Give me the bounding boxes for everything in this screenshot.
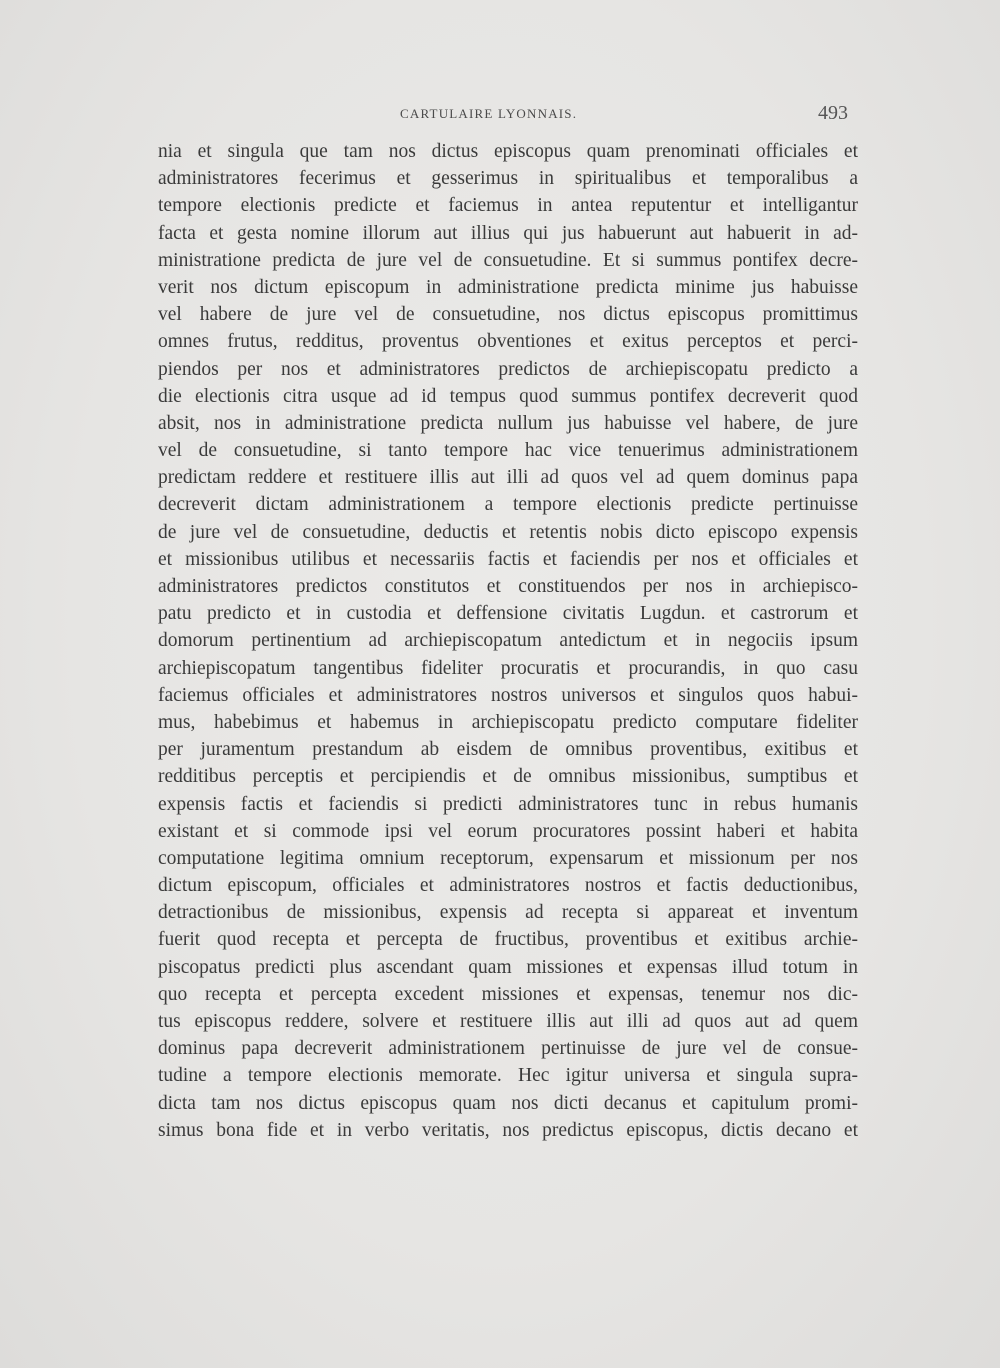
- text-line: fuerit quod recepta et percepta de fructibus, proventibus et exitibus archie-: [158, 929, 858, 951]
- text-line: tudine a tempore electionis memorate. Hec igitur universa et singula supra-: [158, 1065, 858, 1087]
- text-line: piendos per nos et administratores predictos de archiepiscopatu predicto a: [158, 358, 858, 380]
- text-line: vel de consuetudine, si tanto tempore hac vice tenuerimus administrationem: [158, 440, 858, 462]
- text-line: redditibus perceptis et percipiendis et de omnibus missionibus, sumptibus et: [158, 766, 858, 788]
- text-line: domorum pertinentium ad archiepiscopatum antedictum et in negociis ipsum: [158, 630, 858, 652]
- text-line: mus, habebimus et habemus in archiepiscopatu predicto computare fideliter: [158, 711, 858, 733]
- text-line: absit, nos in administratione predicta nullum jus habuisse vel habere, de jure: [158, 412, 858, 434]
- body-text: [158, 138, 858, 1144]
- page-number: 493: [818, 102, 848, 124]
- text-line: die electionis citra usque ad id tempus quod summus pontifex decreverit quod: [158, 385, 858, 407]
- text-line: decreverit dictam administrationem a tempore electionis predicte pertinuisse: [158, 494, 858, 516]
- text-line: verit nos dictum episcopum in administratione predicta minime jus habuisse: [158, 276, 858, 298]
- text-line: de jure vel de consuetudine, deductis et retentis nobis dicto episcopo expensis: [158, 521, 858, 543]
- text-line: faciemus officiales et administratores nostros universos et singulos quos habui-: [158, 684, 858, 706]
- running-title: CARTULAIRE LYONNAIS.: [400, 106, 578, 121]
- text-line: ministratione predicta de jure vel de consuetudine. Et si summus pontifex decre-: [158, 249, 858, 271]
- text-line: detractionibus de missionibus, expensis ad recepta si appareat et inventum: [158, 902, 858, 924]
- text-line: et missionibus utilibus et necessariis factis et faciendis per nos et officiales et: [158, 548, 858, 570]
- text-line: piscopatus predicti plus ascendant quam missiones et expensas illud totum in: [158, 956, 858, 978]
- text-line: tempore electionis predicte et faciemus in antea reputentur et intelligantur: [158, 195, 858, 217]
- text-line: nia et singula que tam nos dictus episcopus quam prenominati officiales et: [158, 141, 858, 162]
- text-line: per juramentum prestandum ab eisdem de omnibus proventibus, exitibus et: [158, 739, 858, 761]
- text-line: expensis factis et faciendis si predicti administratores tunc in rebus humanis: [158, 793, 858, 815]
- text-line: archiepiscopatum tangentibus fideliter procuratis et procurandis, in quo casu: [158, 657, 858, 679]
- text-line: dictum episcopum, officiales et administratores nostros et factis deductionibus,: [158, 875, 858, 897]
- text-line: tus episcopus reddere, solvere et restituere illis aut illi ad quos aut ad quem: [158, 1011, 858, 1032]
- text-line: administratores fecerimus et gesserimus in spiritualibus et temporalibus a: [158, 168, 858, 190]
- text-line: vel habere de jure vel de consuetudine, nos dictus episcopus promittimus: [158, 304, 858, 326]
- text-line: quo recepta et percepta excedent missiones et expensas, tenemur nos dic-: [158, 983, 858, 1005]
- text-line: simus bona fide et in verbo veritatis, nos predictus episcopus, dictis decano et: [158, 1119, 858, 1141]
- text-line: dicta tam nos dictus episcopus quam nos dicti decanus et capitulum promi-: [158, 1092, 858, 1114]
- running-head: [0, 102, 1000, 128]
- text-line: administratores predictos constitutos et constituendos per nos in archiepisco-: [158, 576, 858, 597]
- text-line: predictam reddere et restituere illis aut illi ad quos vel ad quem dominus papa: [158, 467, 858, 489]
- text-line: omnes frutus, redditus, proventus obventiones et exitus perceptos et perci-: [158, 331, 858, 353]
- text-line: computatione legitima omnium receptorum, expensarum et missionum per nos: [158, 847, 858, 869]
- text-line: patu predicto et in custodia et deffensione civitatis Lugdun. et castrorum et: [158, 603, 858, 625]
- text-line: dominus papa decreverit administrationem pertinuisse de jure vel de consue-: [158, 1038, 858, 1060]
- text-line: existant et si commode ipsi vel eorum procuratores possint haberi et habita: [158, 820, 858, 842]
- text-line: facta et gesta nomine illorum aut illius qui jus habuerunt aut habuerit in ad-: [158, 222, 858, 244]
